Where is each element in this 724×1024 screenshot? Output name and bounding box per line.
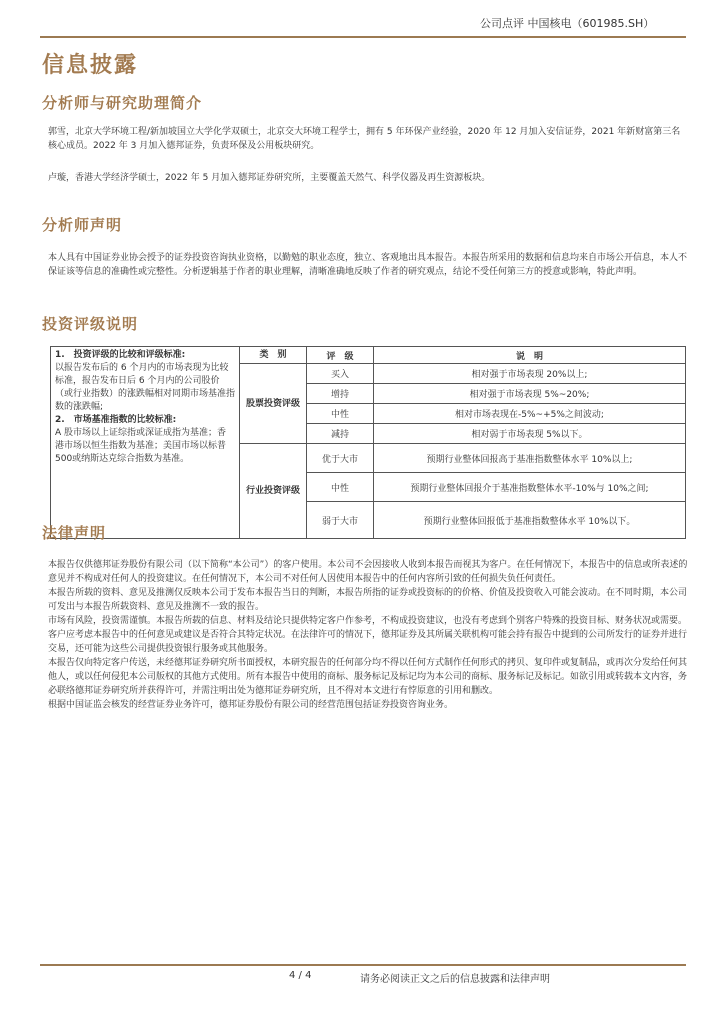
header-text: 公司点评 中国核电（601985.SH）: [480, 17, 655, 30]
header-description: 说 明: [374, 347, 686, 364]
industry-description: 预期行业整体回报介于基准指数整体水平-10%与 10%之间;: [374, 473, 686, 502]
legal-text: 本报告仅供德邦证券股份有限公司（以下简称“本公司”）的客户使用。本公司不会因接收人收到本报告而视其为客户。在任何情况下，本报告中的信息或所表述的意见并不构成对任何人的投资建议。在任何情况下，本公司不对任何人因使用本报告中的任何内容所引致的任何损失负任何责任。 本报告所载的资料、意见及推测仅反映本公司于发布本报告当日的判断，本报告所指的证券或投资标的的价格、价值及投资收入可能会波动。在不同时期，本公司可发出与本报告所载资料、意见及推测不一致的报告。 市场有风险，投资需谨慎。本报告所载的信息、材料及结论只提供特定客户作参考，不构成投资建议，也没有考虑到个别客户特殊的投资目标、财务状况或需要。客户应考虑本报告中的任何意见或建议是否符合其特定状况。在法律许可的情况下，德邦证券及其所属关联机构可能会持有报告中提到的公司所发行的证券并进行交易，还可能为这些公司提供投资银行服务或其他服务。 本报告仅向特定客户传送，未经德邦证券研究所书面授权，本研究报告的任何部分均不得以任何方式制作任何形式的拷贝、复印件或复制品，或再次分发给任何其他人，或以任何侵犯本公司版权的其他方式使用。所有本报告中使用的商标、服务标记及标记均为本公司的商标、服务标记及标记。如欲引用或转载本文内容，务必联络德邦证券研究所并获得许可，并需注明出处为德邦证券研究所，且不得对本文进行有悖原意的引用和删改。 根据中国证监会核发的经营证券业务许可，德邦证券股份有限公司的经营范围包括证券投资咨询业务。: [48, 560, 688, 710]
industry-rating: 中性: [307, 473, 374, 502]
stock-rating: 买入: [307, 364, 374, 384]
section-title-legal: 法律声明: [42, 524, 107, 542]
footer-note: 请务必阅读正文之后的信息披露和法律声明: [360, 974, 550, 985]
section-title-analyst-intro: 分析师与研究助理简介: [42, 94, 203, 112]
stock-description: 相对强于市场表现 5%~20%;: [374, 384, 686, 404]
analyst-bio-2: 卢璇，香港大学经济学硕士，2022 年 5 月加入德邦证券研究所，主要覆盖天然气、科学仪器及再生资源板块。: [48, 173, 491, 183]
criteria-title-2: 2. 市场基准指数的比较标准:: [55, 415, 177, 425]
section-title-analyst-statement: 分析师声明: [42, 216, 123, 234]
industry-rating: 弱于大市: [307, 502, 374, 539]
stock-description: 相对市场表现在-5%~+5%之间波动;: [374, 404, 686, 424]
stock-rating: 增持: [307, 384, 374, 404]
rating-criteria-cell: [51, 347, 240, 539]
criteria-text-2: A 股市场以上证综指或深证成指为基准；香港市场以恒生指数为基准；美国市场以标普500或纳斯达克综合指数为基准。: [55, 428, 227, 464]
section-title-rating: 投资评级说明: [42, 315, 139, 333]
industry-description: 预期行业整体回报低于基准指数整体水平 10%以下。: [374, 502, 686, 539]
page-title: 信息披露: [42, 52, 139, 78]
footer-divider: [40, 964, 686, 966]
header-category: 类 别: [240, 347, 307, 364]
stock-description: 相对弱于市场表现 5%以下。: [374, 424, 686, 444]
industry-rating: 优于大市: [307, 444, 374, 473]
header-divider: [40, 36, 686, 38]
stock-category: 股票投资评级: [240, 364, 307, 444]
stock-description: 相对强于市场表现 20%以上;: [374, 364, 686, 384]
page-number: 4 / 4: [289, 970, 312, 981]
analyst-statement-text: 本人具有中国证券业协会授予的证券投资咨询执业资格，以勤勉的职业态度，独立、客观地出具本报告。本报告所采用的数据和信息均来自市场公开信息，本人不保证该等信息的准确性或完整性。分析逻辑基于作者的职业理解，清晰准确地反映了作者的研究观点，结论不受任何第三方的授意或影响，特此声明。: [48, 253, 688, 277]
analyst-bio-1: 郭雪，北京大学环境工程/新加坡国立大学化学双硕士，北京交大环境工程学士，拥有 5 年环保产业经验，2020 年 12 月加入安信证券，2021 年新财富第三名核心成员。2022 年 3 月加入德邦证券，负责环保及公用板块研究。: [48, 127, 681, 151]
criteria-title-1: 1. 投资评级的比较和评级标准:: [55, 350, 186, 360]
header-rating: 评 级: [307, 347, 374, 364]
stock-rating: 中性: [307, 404, 374, 424]
rating-table: [50, 346, 686, 539]
stock-rating: 减持: [307, 424, 374, 444]
criteria-text-1: 以报告发布后的 6 个月内的市场表现为比较标准，报告发布日后 6 个月内的公司股价（或行业指数）的涨跌幅相对同期市场基准指数的涨跌幅;: [55, 363, 236, 412]
industry-description: 预期行业整体回报高于基准指数整体水平 10%以上;: [374, 444, 686, 473]
industry-category: 行业投资评级: [240, 444, 307, 539]
